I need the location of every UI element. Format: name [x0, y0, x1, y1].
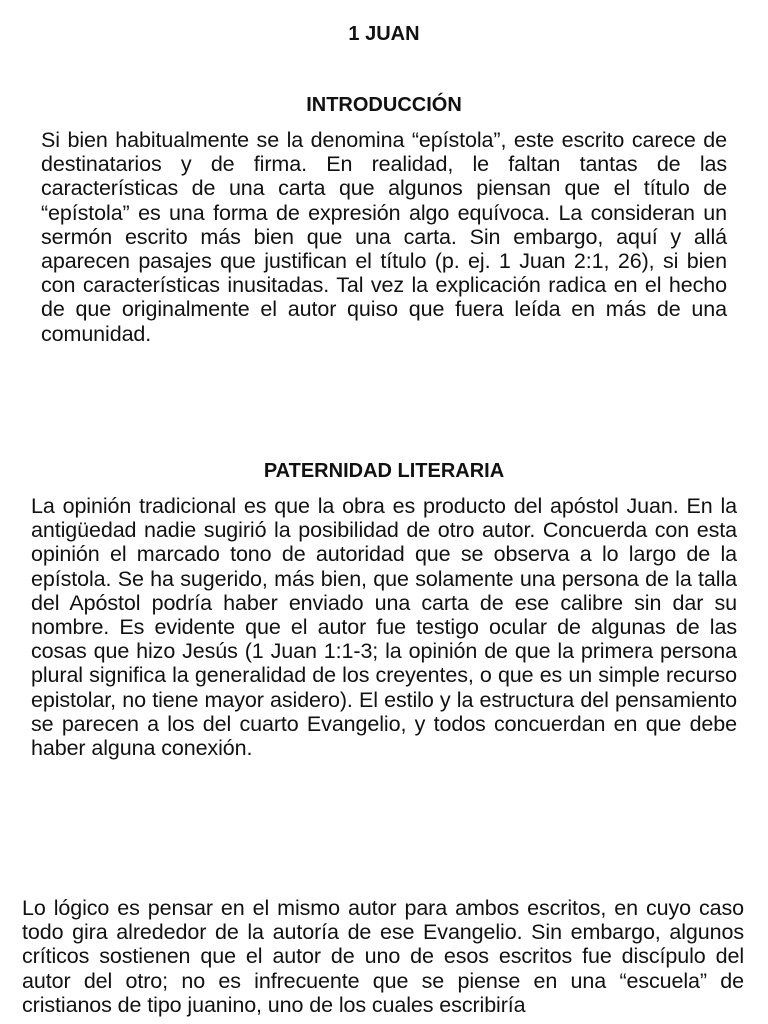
section-paragraph-continuation: Lo lógico es pensar en el mismo autor para ambos escritos, en cuyo caso todo gira alrededor de la autoría de ese Evangelio. Sin embargo, algunos críticos sostienen que el autor de uno de esos escritos fue discípulo del autor del otro; no es infrecuente que se piense en una “escuela” de cristianos de tipo juanino, uno de los cuales escribiría: [22, 896, 744, 1017]
section-paragraph-introduccion: Si bien habitualmente se la denomina “epístola”, este escrito carece de destinatarios y de firma. En realidad, le faltan tantas de las características de una carta que algunos piensan que el título de “epístola” es una forma de expresión algo equívoca. La consideran un sermón escrito más bien que una carta. Sin embargo, aquí y allá aparecen pasajes que justifican el título (p. ej. 1 Juan 2:1, 26), si bien con características inusitadas. Tal vez la explicación radica en el hecho de que originalmente el autor quiso que fuera leída en más de una comunidad.: [41, 128, 727, 346]
section-heading-paternidad-literaria: PATERNIDAD LITERARIA: [263, 460, 505, 482]
section-heading-introduccion: INTRODUCCIÓN: [306, 94, 462, 116]
section-paragraph-paternidad-literaria: La opinión tradicional es que la obra es producto del apóstol Juan. En la antigüedad nadie sugirió la posibilidad de otro autor. Concuerda con esta opinión el marcado tono de autoridad que se observa a lo largo de la epístola. Se ha sugerido, más bien, que solamente una persona de la talla del Apóstol podría haber enviado una carta de ese calibre sin dar su nombre. Es evidente que el autor fue testigo ocular de algunas de las cosas que hizo Jesús (1 Juan 1:1-3; la opinión de que la primera persona plural significa la generalidad de los creyentes, o que es un simple recurso epistolar, no tiene mayor asidero). El estilo y la estructura del pensamiento se parecen a los del cuarto Evangelio, y todos concuerdan en que debe haber alguna conexión.: [31, 494, 737, 761]
document-title: 1 JUAN: [348, 23, 420, 45]
